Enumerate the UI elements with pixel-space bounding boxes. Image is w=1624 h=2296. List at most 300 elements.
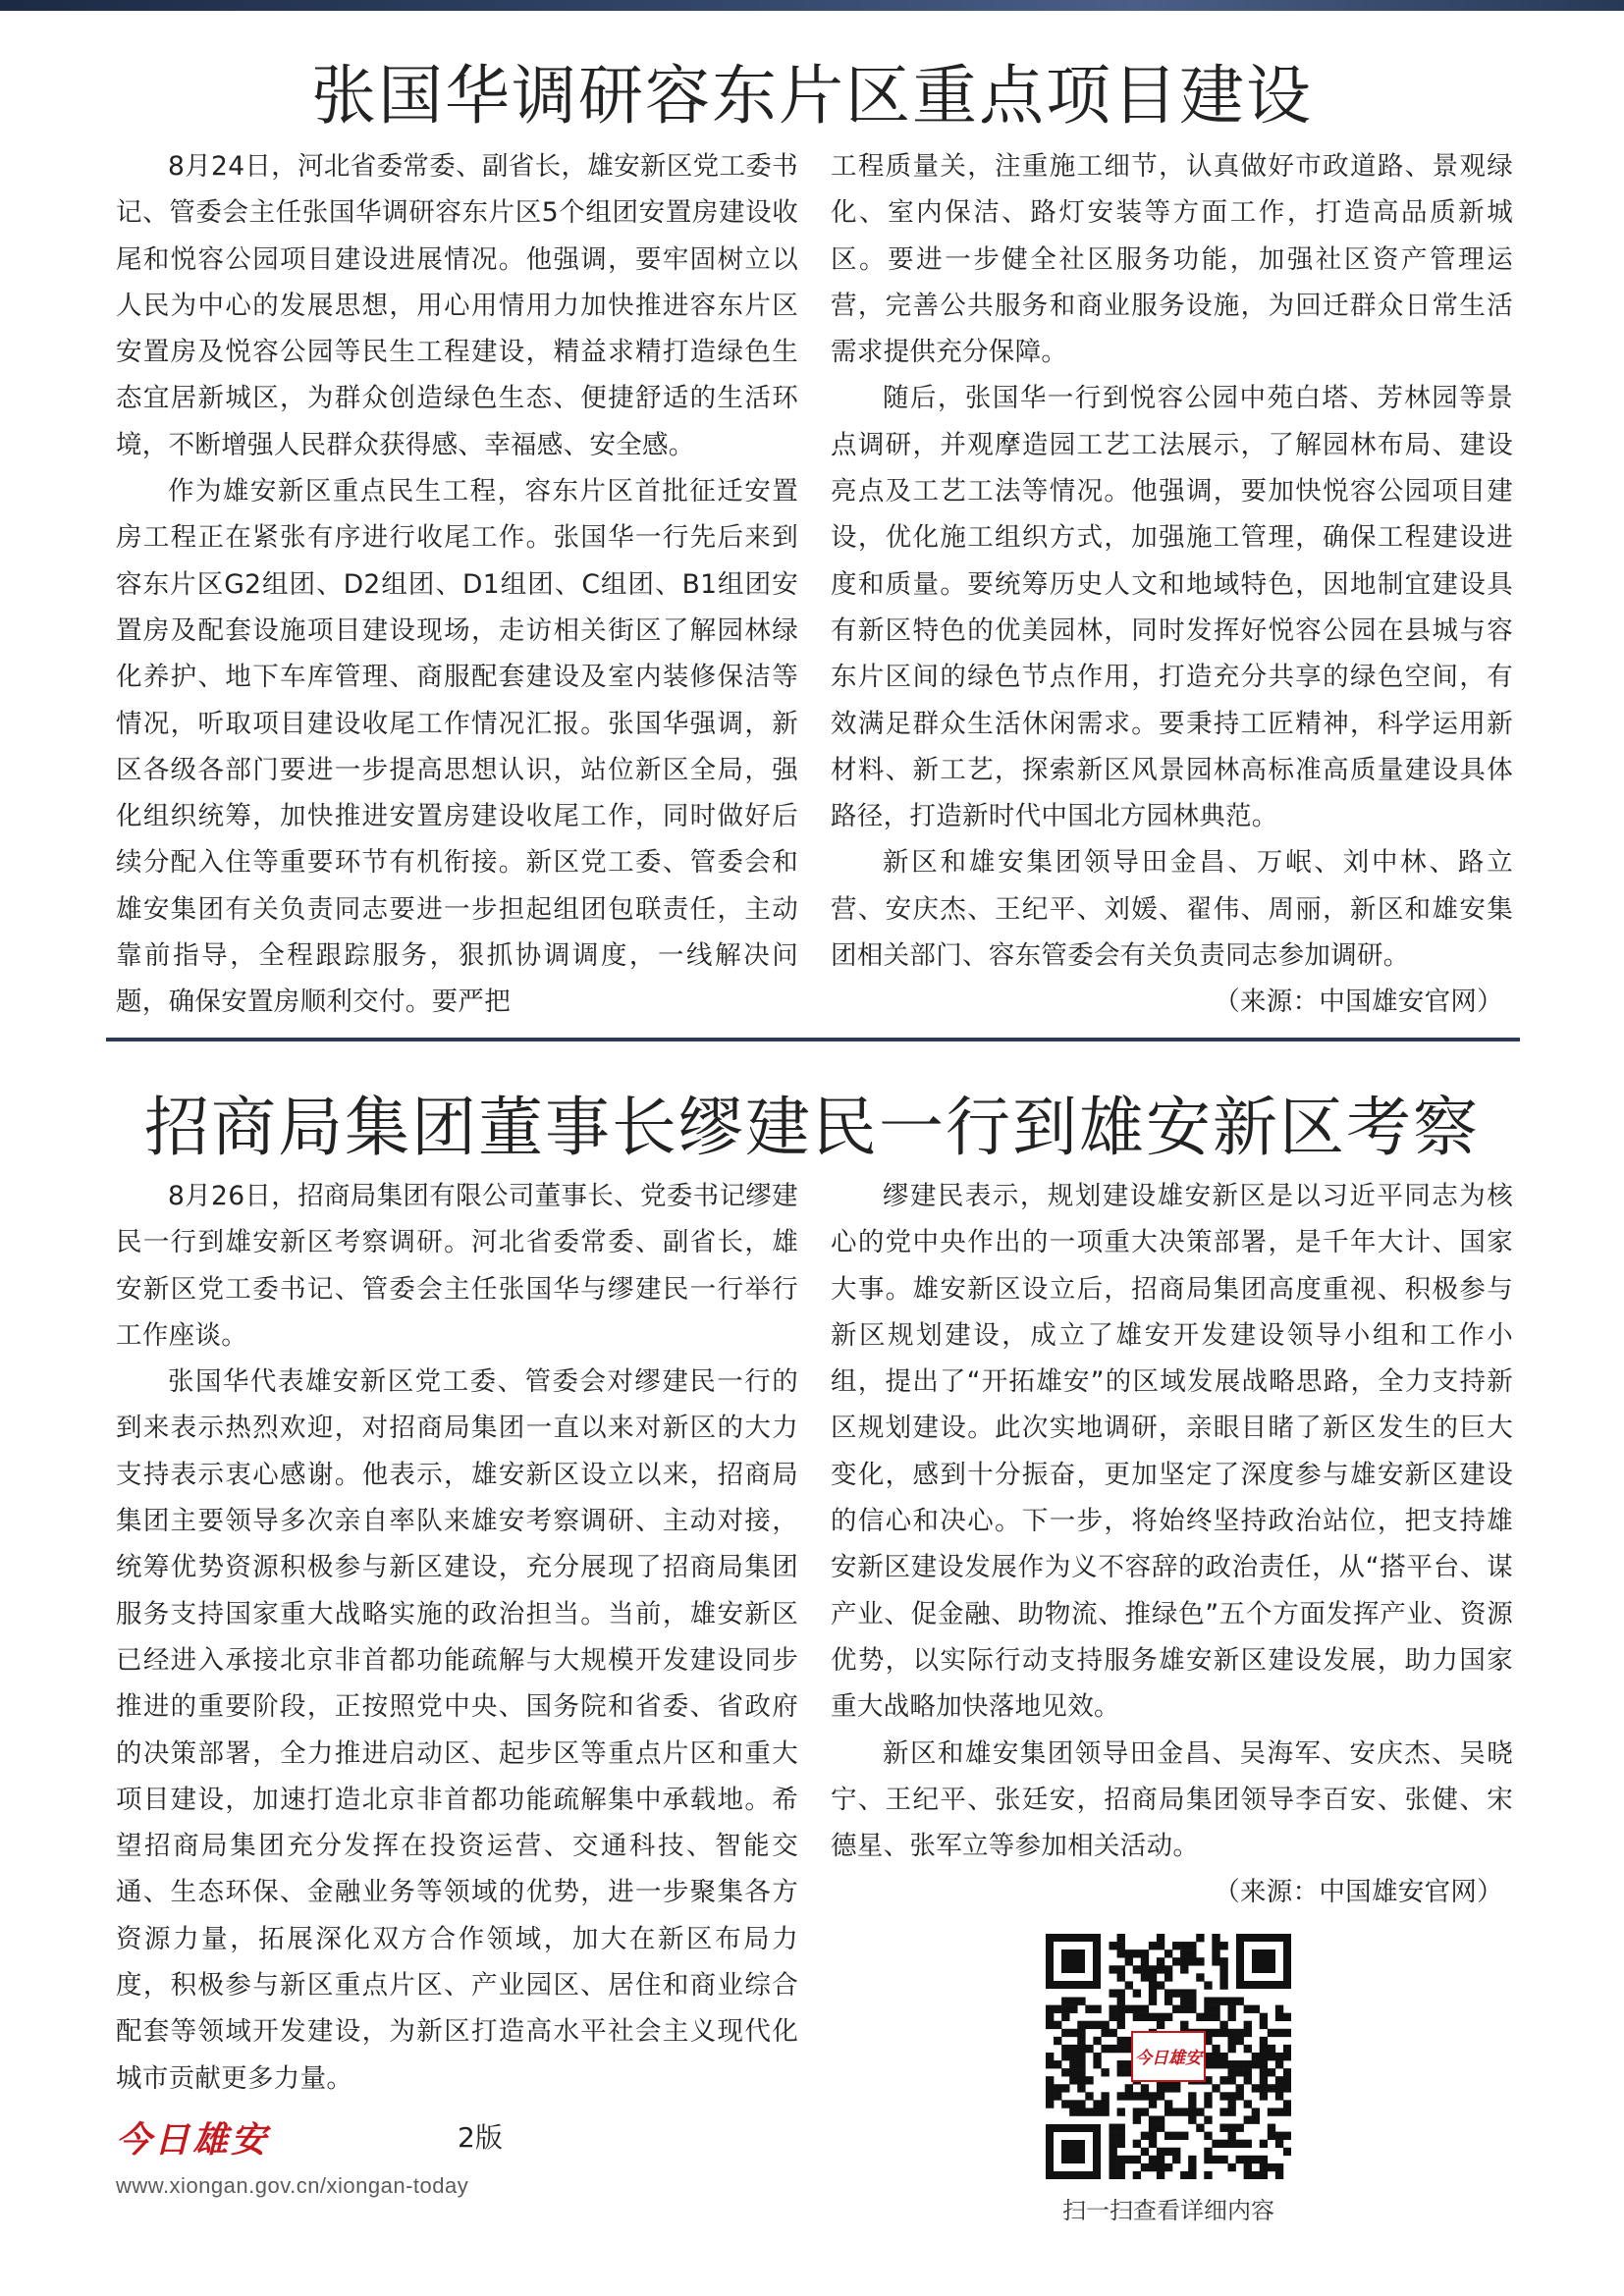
- qr-module: [1061, 2084, 1069, 2092]
- qr-module: [1085, 2005, 1093, 2013]
- qr-module: [1172, 1957, 1180, 1965]
- qr-module: [1212, 1942, 1219, 1949]
- article2-right-column: [831, 1173, 1513, 1916]
- qr-module: [1212, 2156, 1219, 2163]
- qr-module: [1180, 2005, 1188, 2013]
- qr-module: [1157, 2124, 1164, 2132]
- qr-module: [1110, 2148, 1117, 2156]
- qr-module: [1212, 1957, 1219, 1965]
- article1-paragraph-4: 新区和雄安集团领导田金昌、万岷、刘中林、路立营、安庆杰、王纪平、刘媛、翟伟、周丽，新区和雄安集团相关部门、容东管委会有关负责同志参加调研。: [831, 847, 1513, 972]
- qr-module: [1085, 2076, 1093, 2084]
- qr-module: [1061, 2005, 1069, 2013]
- qr-module: [1227, 2029, 1235, 2037]
- article1-paragraph-1: 8月24日，河北省委常委、副省长，雄安新区党工委书记、管委会主任张国华调研容东片区5个组团安置房建设收尾和悦容公园项目建设进展情况。他强调，要牢固树立以人民为中心的发展思想，用心用情用力加快推进容东片区安置房及悦容公园等民生工程建设，精益求精打造绿色生态宜居新城区，为群众创造绿色生态、便捷舒适的生活环境，不断增强人民群众获得感、幸福感、安全感。: [116, 151, 798, 460]
- qr-module: [1125, 2156, 1133, 2163]
- qr-module: [1125, 2084, 1133, 2092]
- qr-module: [1283, 2132, 1291, 2140]
- qr-module: [1236, 2037, 1244, 2045]
- qr-module: [1212, 2084, 1219, 2092]
- article2-title: 招商局集团董事长缪建民一行到雄安新区考察: [144, 1090, 1480, 1165]
- qr-module: [1141, 2132, 1149, 2140]
- qr-module: [1164, 2108, 1172, 2115]
- qr-module: [1117, 2021, 1125, 2029]
- qr-module: [1125, 1981, 1133, 1989]
- qr-module: [1117, 2060, 1125, 2068]
- qr-module: [1164, 2013, 1172, 2021]
- qr-module: [1117, 2171, 1125, 2179]
- qr-module: [1227, 2013, 1235, 2021]
- qr-module: [1204, 2132, 1212, 2140]
- qr-module: [1219, 2053, 1227, 2060]
- qr-module: [1260, 2076, 1268, 2084]
- article1-paragraph-3: 随后，张国华一行到悦容公园中苑白塔、芳林园等景点调研，并观摩造园工艺工法展示，了解园林布局、建设亮点及工艺工法等情况。他强调，要加快悦容公园项目建设，优化施工组织方式，加强施工管理，确保工程建设进度和质量。要统筹历史人文和地域特色，因地制宜建设具有新区特色的优美园林，同时发挥好悦容公园在县城与容东片区间的绿色节点作用，打造充分共享的绿色空间，有效满足群众生活休闲需求。要秉持工匠精神，科学运用新材料、新工艺，探索新区风景园林高标准高质量建设具体路径，打造新时代中国北方园林典范。: [831, 383, 1513, 832]
- qr-module: [1180, 2171, 1188, 2179]
- qr-module: [1219, 2029, 1227, 2037]
- qr-module: [1219, 1998, 1227, 2005]
- qr-module: [1046, 2100, 1054, 2108]
- qr-module: [1046, 2092, 1054, 2100]
- qr-module: [1252, 2156, 1260, 2163]
- qr-module: [1149, 1989, 1157, 1997]
- qr-module: [1149, 2140, 1157, 2148]
- qr-module: [1141, 2108, 1149, 2115]
- qr-module: [1054, 2037, 1061, 2045]
- qr-module: [1172, 2108, 1180, 2115]
- qr-module: [1117, 2013, 1125, 2021]
- qr-module: [1110, 2171, 1117, 2179]
- qr-module: [1164, 2132, 1172, 2140]
- qr-module: [1219, 1981, 1227, 1989]
- qr-module: [1219, 1965, 1227, 1973]
- footer-url[interactable]: www.xiongan.gov.cn/xiongan-today: [116, 2173, 469, 2198]
- qr-module: [1141, 1973, 1149, 1981]
- qr-module: [1046, 2013, 1054, 2021]
- qr-module: [1093, 2060, 1101, 2068]
- qr-module: [1219, 2060, 1227, 2068]
- qr-module: [1260, 2156, 1268, 2163]
- qr-module: [1077, 2068, 1085, 2076]
- qr-module: [1133, 1989, 1141, 1997]
- qr-module: [1236, 2140, 1244, 2148]
- qr-module: [1085, 2108, 1093, 2115]
- qr-module: [1061, 1998, 1069, 2005]
- qr-module: [1204, 1998, 1212, 2005]
- qr-module: [1275, 2060, 1283, 2068]
- qr-module: [1188, 1942, 1196, 1949]
- qr-module: [1117, 1998, 1125, 2005]
- qr-module: [1054, 2060, 1061, 2068]
- qr-module: [1077, 2029, 1085, 2037]
- qr-module: [1196, 1973, 1204, 1981]
- qr-module: [1077, 2045, 1085, 2053]
- qr-module: [1110, 2045, 1117, 2053]
- qr-module: [1157, 1965, 1164, 1973]
- qr-code[interactable]: [1046, 1934, 1291, 2179]
- qr-module: [1219, 1973, 1227, 1981]
- qr-module: [1219, 1942, 1227, 1949]
- qr-module: [1236, 2124, 1244, 2132]
- qr-module: [1133, 2005, 1141, 2013]
- qr-module: [1149, 1981, 1157, 1989]
- qr-module: [1172, 2005, 1180, 2013]
- qr-module: [1204, 2013, 1212, 2021]
- qr-module: [1188, 2100, 1196, 2108]
- qr-module: [1101, 2045, 1109, 2053]
- qr-module: [1283, 2100, 1291, 2108]
- qr-module: [1061, 2068, 1069, 2076]
- qr-module: [1093, 2037, 1101, 2045]
- qr-module: [1227, 2108, 1235, 2115]
- qr-module: [1244, 2115, 1252, 2123]
- qr-module: [1204, 2005, 1212, 2013]
- qr-module: [1054, 2005, 1061, 2013]
- qr-module: [1061, 2053, 1069, 2060]
- article2-paragraph-4: 新区和雄安集团领导田金昌、吴海军、安庆杰、吴晓宁、王纪平、张廷安，招商局集团领导李百安、张健、宋德星、张军立等参加相关活动。: [831, 1737, 1513, 1862]
- qr-module: [1093, 2100, 1101, 2108]
- qr-module: [1244, 2076, 1252, 2084]
- qr-module: [1180, 1949, 1188, 1957]
- qr-center-logo: 今日雄安: [1135, 2049, 1202, 2068]
- qr-module: [1110, 2140, 1117, 2148]
- qr-module: [1061, 2013, 1069, 2021]
- qr-module: [1046, 2060, 1054, 2068]
- qr-module: [1275, 2108, 1283, 2115]
- qr-module: [1046, 2076, 1054, 2084]
- qr-module: [1141, 2013, 1149, 2021]
- qr-module: [1236, 2084, 1244, 2092]
- qr-module: [1219, 2021, 1227, 2029]
- article1-title: 张国华调研容东片区重点项目建设: [311, 58, 1313, 133]
- article2-paragraph-2: 张国华代表雄安新区党工委、管委会对缪建民一行的到来表示热烈欢迎，对招商局集团一直以来对新区的大力支持表示衷心感谢。他表示，雄安新区设立以来，招商局集团主要领导多次亲自率队来雄安考察调研、主动对接，统筹优势资源积极参与新区建设，充分展现了招商局集团服务支持国家重大战略实施的政治担当。当前，雄安新区已经进入承接北京非首都功能疏解与大规模开发建设同步推进的重要阶段，正按照党中央、国务院和省委、省政府的决策部署，全力推进启动区、起步区等重点片区和重大项目建设，加速打造北京非首都功能疏解集中承载地。希望招商局集团充分发挥在投资运营、交通科技、智能交通、生态环保、金融业务等领域的优势，进一步聚集各方资源力量，拓展深化双方合作领域，加大在新区布局力度，积极参与新区重点片区、产业园区、居住和商业综合配套等领域开发建设，为新区打造高水平社会主义现代化城市贡献更多力量。: [116, 1366, 798, 2094]
- qr-module: [1093, 2053, 1101, 2060]
- qr-module: [1164, 2084, 1172, 2092]
- qr-module: [1188, 2005, 1196, 2013]
- qr-module: [1054, 2084, 1061, 2092]
- qr-module: [1077, 2076, 1085, 2084]
- qr-module: [1188, 1949, 1196, 1957]
- qr-module: [1149, 2156, 1157, 2163]
- qr-module: [1236, 2068, 1244, 2076]
- qr-module: [1204, 2156, 1212, 2163]
- qr-module: [1219, 2108, 1227, 2115]
- qr-module: [1061, 2100, 1069, 2108]
- qr-module: [1046, 2005, 1054, 2013]
- qr-module: [1268, 2068, 1275, 2076]
- qr-module: [1149, 1998, 1157, 2005]
- qr-module: [1117, 2156, 1125, 2163]
- qr-module: [1149, 2163, 1157, 2171]
- qr-module: [1188, 2156, 1196, 2163]
- qr-module: [1164, 1998, 1172, 2005]
- article1-source: （来源：中国雄安官网）: [1214, 987, 1503, 1018]
- qr-module: [1275, 2163, 1283, 2171]
- qr-module: [1244, 2045, 1252, 2053]
- qr-module: [1101, 2100, 1109, 2108]
- qr-module: [1252, 2005, 1260, 2013]
- qr-module: [1141, 2163, 1149, 2171]
- qr-module: [1268, 2053, 1275, 2060]
- qr-module: [1141, 1957, 1149, 1965]
- qr-module: [1133, 2115, 1141, 2123]
- qr-module: [1260, 2171, 1268, 2179]
- qr-code-icon: [1046, 1934, 1291, 2179]
- qr-module: [1133, 2171, 1141, 2179]
- qr-module: [1180, 1989, 1188, 1997]
- qr-module: [1188, 2115, 1196, 2123]
- article1-left-column: [116, 143, 798, 1026]
- qr-module: [1283, 2068, 1291, 2076]
- qr-module: [1227, 2124, 1235, 2132]
- qr-module: [1260, 2037, 1268, 2045]
- qr-module: [1180, 2021, 1188, 2029]
- qr-module: [1180, 1998, 1188, 2005]
- qr-module: [1212, 2013, 1219, 2021]
- qr-module: [1077, 2108, 1085, 2115]
- qr-module: [1110, 2005, 1117, 2013]
- qr-module: [1061, 2029, 1069, 2037]
- qr-module: [1117, 2005, 1125, 2013]
- qr-module: [1236, 2029, 1244, 2037]
- qr-module: [1227, 2068, 1235, 2076]
- qr-module: [1069, 2060, 1077, 2068]
- qr-module: [1141, 1965, 1149, 1973]
- article1-paragraph-2-continued: 工程质量关，注重施工细节，认真做好市政道路、景观绿化、室内保洁、路灯安装等方面工作，打造高品质新城区。要进一步健全社区服务功能，加强社区资产管理运营，完善公共服务和商业服务设施，为回迁群众日常生活需求提供充分保障。: [831, 151, 1513, 368]
- qr-module: [1283, 2076, 1291, 2084]
- qr-module: [1252, 2084, 1260, 2092]
- qr-module: [1149, 2092, 1157, 2100]
- article1-right-column: [831, 143, 1513, 1026]
- qr-module: [1227, 2037, 1235, 2045]
- qr-module: [1157, 1942, 1164, 1949]
- qr-module: [1149, 2124, 1157, 2132]
- qr-module: [1110, 2124, 1117, 2132]
- qr-module: [1188, 2108, 1196, 2115]
- qr-module: [1069, 2045, 1077, 2053]
- qr-module: [1069, 2076, 1077, 2084]
- qr-module: [1204, 2115, 1212, 2123]
- qr-module: [1069, 2029, 1077, 2037]
- qr-module: [1227, 2076, 1235, 2084]
- qr-module: [1244, 2171, 1252, 2179]
- qr-module: [1212, 2005, 1219, 2013]
- qr-module: [1141, 1949, 1149, 1957]
- qr-module: [1117, 2092, 1125, 2100]
- qr-module: [1133, 2108, 1141, 2115]
- qr-module: [1244, 2005, 1252, 2013]
- qr-module: [1069, 2068, 1077, 2076]
- qr-module: [1077, 2037, 1085, 2045]
- qr-module: [1172, 2084, 1180, 2092]
- qr-module: [1117, 1942, 1125, 1949]
- qr-module: [1244, 2021, 1252, 2029]
- qr-module: [1260, 2140, 1268, 2148]
- qr-module: [1061, 2045, 1069, 2053]
- qr-module: [1244, 2156, 1252, 2163]
- qr-module: [1164, 2100, 1172, 2108]
- qr-module: [1252, 2171, 1260, 2179]
- qr-module: [1212, 2029, 1219, 2037]
- qr-module: [1244, 2060, 1252, 2068]
- article2-source: （来源：中国雄安官网）: [1214, 1877, 1503, 1908]
- qr-module: [1236, 1998, 1244, 2005]
- qr-module: [1212, 2140, 1219, 2148]
- qr-module: [1085, 2021, 1093, 2029]
- qr-module: [1101, 2068, 1109, 2076]
- qr-module: [1110, 2163, 1117, 2171]
- qr-module: [1260, 2068, 1268, 2076]
- qr-module: [1227, 2100, 1235, 2108]
- qr-module: [1283, 2108, 1291, 2115]
- qr-module: [1188, 2171, 1196, 2179]
- qr-module: [1110, 2132, 1117, 2140]
- qr-module: [1227, 2092, 1235, 2100]
- qr-module: [1069, 2053, 1077, 2060]
- page-number: 2版: [458, 2121, 503, 2154]
- qr-module: [1196, 1934, 1204, 1942]
- top-color-band: [0, 0, 1624, 11]
- qr-module: [1188, 1998, 1196, 2005]
- qr-module: [1077, 2100, 1085, 2108]
- qr-module: [1157, 2021, 1164, 2029]
- qr-module: [1101, 2108, 1109, 2115]
- qr-module: [1275, 2029, 1283, 2037]
- qr-module: [1141, 2084, 1149, 2092]
- qr-module: [1117, 2163, 1125, 2171]
- qr-module: [1172, 1942, 1180, 1949]
- qr-module: [1093, 2005, 1101, 2013]
- qr-module: [1133, 2140, 1141, 2148]
- qr-module: [1268, 2124, 1275, 2132]
- qr-module: [1077, 2021, 1085, 2029]
- qr-module: [1275, 2013, 1283, 2021]
- qr-module: [1275, 2005, 1283, 2013]
- qr-module: [1204, 2171, 1212, 2179]
- qr-module: [1157, 2084, 1164, 2092]
- qr-module: [1212, 1934, 1219, 1942]
- qr-module: [1244, 2140, 1252, 2148]
- qr-module: [1117, 2140, 1125, 2148]
- qr-module: [1101, 2029, 1109, 2037]
- qr-module: [1260, 2060, 1268, 2068]
- qr-module: [1196, 2013, 1204, 2021]
- qr-module: [1077, 1998, 1085, 2005]
- qr-module: [1227, 2140, 1235, 2148]
- qr-module: [1227, 2132, 1235, 2140]
- qr-module: [1117, 1949, 1125, 1957]
- qr-module: [1219, 2092, 1227, 2100]
- qr-module: [1252, 2115, 1260, 2123]
- qr-module: [1260, 2084, 1268, 2092]
- qr-module: [1236, 2060, 1244, 2068]
- qr-module: [1268, 2108, 1275, 2115]
- qr-module: [1101, 2092, 1109, 2100]
- qr-module: [1227, 2005, 1235, 2013]
- qr-module: [1157, 2092, 1164, 2100]
- qr-module: [1283, 2029, 1291, 2037]
- qr-module: [1149, 2013, 1157, 2021]
- qr-module: [1212, 2060, 1219, 2068]
- qr-module: [1275, 2084, 1283, 2092]
- qr-module: [1110, 2156, 1117, 2163]
- qr-module: [1164, 2148, 1172, 2156]
- qr-module: [1275, 2076, 1283, 2084]
- qr-module: [1141, 2092, 1149, 2100]
- qr-module: [1157, 1981, 1164, 1989]
- qr-module: [1196, 2108, 1204, 2115]
- qr-module: [1110, 2029, 1117, 2037]
- qr-module: [1149, 1965, 1157, 1973]
- qr-module: [1110, 2013, 1117, 2021]
- qr-module: [1125, 2092, 1133, 2100]
- qr-module: [1268, 2045, 1275, 2053]
- qr-module: [1164, 1973, 1172, 1981]
- qr-module: [1054, 2092, 1061, 2100]
- qr-module: [1283, 2013, 1291, 2021]
- qr-module: [1275, 2140, 1283, 2148]
- qr-module: [1236, 2092, 1244, 2100]
- qr-module: [1212, 1998, 1219, 2005]
- qr-module: [1212, 1949, 1219, 1957]
- qr-module: [1157, 2156, 1164, 2163]
- qr-module: [1101, 2021, 1109, 2029]
- qr-module: [1141, 2005, 1149, 2013]
- qr-module: [1204, 2092, 1212, 2100]
- qr-module: [1260, 2021, 1268, 2029]
- qr-module: [1252, 2060, 1260, 2068]
- qr-module: [1133, 2092, 1141, 2100]
- qr-module: [1268, 2029, 1275, 2037]
- qr-module: [1069, 1998, 1077, 2005]
- qr-module: [1172, 2148, 1180, 2156]
- qr-module: [1125, 1957, 1133, 1965]
- qr-module: [1164, 1949, 1172, 1957]
- qr-module: [1275, 2132, 1283, 2140]
- qr-module: [1117, 1973, 1125, 1981]
- qr-module: [1236, 2156, 1244, 2163]
- qr-module: [1133, 2013, 1141, 2021]
- article1-paragraph-2: 作为雄安新区重点民生工程，容东片区首批征迁安置房工程正在紧张有序进行收尾工作。张国华一行先后来到容东片区G2组团、D2组团、D1组团、C组团、B1组团安置房及配套设施项目建设现场，走访相关街区了解园林绿化养护、地下车库管理、商服配套建设及室内装修保洁等情况，听取项目建设收尾工作情况汇报。张国华强调，新区各级各部门要进一步提高思想认识，站位新区全局，强化组织统筹，加快推进安置房建设收尾工作，同时做好后续分配入住等重要环节有机衔接。新区党工委、管委会和雄安集团有关负责同志要进一步担起组团包联责任，主动靠前指导，全程跟踪服务，狠抓协调调度，一线解决问题，确保安置房顺利交付。要严把: [116, 476, 798, 1018]
- qr-module: [1172, 2156, 1180, 2163]
- qr-module: [1260, 2053, 1268, 2060]
- qr-module: [1110, 1942, 1117, 1949]
- qr-module: [1219, 2156, 1227, 2163]
- qr-module: [1180, 2108, 1188, 2115]
- article2-paragraph-1: 8月26日，招商局集团有限公司董事长、党委书记缪建民一行到雄安新区考察调研。河北省委常委、副省长，雄安新区党工委书记、管委会主任张国华与缪建民一行举行工作座谈。: [116, 1181, 798, 1351]
- qr-module: [1164, 2163, 1172, 2171]
- qr-module: [1149, 2115, 1157, 2123]
- qr-module: [1260, 2092, 1268, 2100]
- qr-module: [1283, 2148, 1291, 2156]
- qr-module: [1133, 2156, 1141, 2163]
- qr-module: [1117, 1934, 1125, 1942]
- qr-module: [1093, 2021, 1101, 2029]
- qr-module: [1180, 2132, 1188, 2140]
- qr-module: [1204, 1981, 1212, 1989]
- qr-module: [1093, 2108, 1101, 2115]
- qr-module: [1046, 2053, 1054, 2060]
- qr-module: [1133, 1949, 1141, 1957]
- section-divider: [106, 1038, 1520, 1041]
- qr-module: [1204, 2148, 1212, 2156]
- qr-module: [1157, 2115, 1164, 2123]
- qr-module: [1188, 2092, 1196, 2100]
- qr-module: [1133, 1965, 1141, 1973]
- qr-module: [1117, 2068, 1125, 2076]
- qr-module: [1157, 2148, 1164, 2156]
- qr-module: [1117, 2045, 1125, 2053]
- qr-module: [1117, 2132, 1125, 2140]
- qr-module: [1117, 2108, 1125, 2115]
